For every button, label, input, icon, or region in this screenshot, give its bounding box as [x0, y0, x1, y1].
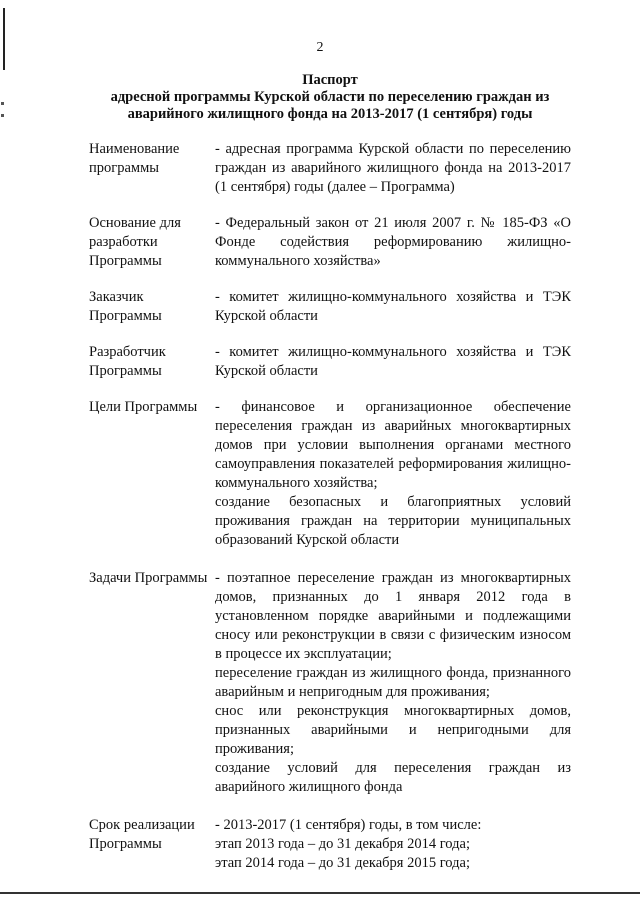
row-paragraph: снос или реконструкция многоквартирных домов, признанных аварийными и непригодными для проживания; [215, 703, 571, 757]
scan-bottom-edge-line [0, 892, 640, 894]
passport-table [89, 140, 571, 873]
document-title [60, 72, 600, 123]
row-label: Заказчик Программы [89, 289, 162, 324]
passport-row-developer [89, 343, 571, 381]
row-paragraph: - 2013-2017 (1 сентября) годы, в том числе: [215, 817, 482, 833]
row-paragraph: - адресная программа Курской области по переселению граждан из аварийного жилищного фонда на 2013-2017 (1 сентября) годы (далее – Программа) [215, 141, 571, 195]
row-label: Срок реализации Программы [89, 817, 195, 852]
row-label: Задачи Программы [89, 570, 208, 586]
row-value [215, 816, 571, 873]
row-value [215, 569, 571, 797]
row-value [215, 214, 571, 271]
row-label: Разработчик Программы [89, 344, 166, 379]
passport-row-basis [89, 214, 571, 271]
row-paragraph: этап 2013 года – до 31 декабря 2014 года; [215, 836, 470, 852]
scan-speck [1, 114, 4, 117]
row-paragraph: переселение граждан из жилищного фонда, признанного аварийным и непригодным для проживания; [215, 665, 571, 700]
passport-row-name [89, 140, 571, 197]
scan-speck [1, 102, 4, 105]
row-paragraph: - комитет жилищно-коммунального хозяйства и ТЭК Курской области [215, 344, 571, 379]
row-value [215, 288, 571, 326]
title-line-2: адресной программы Курской области по переселению граждан из [110, 89, 550, 105]
row-paragraph: создание безопасных и благоприятных условий проживания граждан на территории муниципальных образований Курской области [215, 494, 571, 548]
scan-left-edge-line [3, 8, 5, 70]
passport-row-customer [89, 288, 571, 326]
title-line-heading: Паспорт [302, 72, 358, 88]
row-paragraph: - комитет жилищно-коммунального хозяйства и ТЭК Курской области [215, 289, 571, 324]
passport-row-tasks [89, 569, 571, 797]
title-line-3: аварийного жилищного фонда на 2013-2017 (1 сентября) годы [127, 106, 533, 122]
row-label: Основание для разработки Программы [89, 215, 181, 269]
row-value [215, 140, 571, 197]
passport-row-goals [89, 398, 571, 550]
row-label: Цели Программы [89, 399, 198, 415]
row-paragraph: - поэтапное переселение граждан из многоквартирных домов, признанных до 1 января 2012 года в установленном порядке аварийными и подлежащими сносу или реконструкции в связи с физическим износом в процессе их эксплуатации; [215, 570, 571, 662]
page-number: 2 [316, 40, 324, 55]
row-paragraph: этап 2014 года – до 31 декабря 2015 года; [215, 855, 470, 871]
row-value [215, 398, 571, 550]
passport-row-term [89, 816, 571, 873]
row-paragraph: - финансовое и организационное обеспечение переселения граждан из аварийных многоквартирных домов при условии выполнения органами местного самоуправления показателей реформирования жилищно-коммунального хозяйства; [215, 399, 571, 491]
row-paragraph: - Федеральный закон от 21 июля 2007 г. № 185-ФЗ «О Фонде содействия реформированию жилищно-коммунального хозяйства» [215, 215, 571, 269]
row-label: Наименование программы [89, 141, 180, 176]
row-value [215, 343, 571, 381]
row-paragraph: создание условий для переселения граждан из аварийного жилищного фонда [215, 760, 571, 795]
